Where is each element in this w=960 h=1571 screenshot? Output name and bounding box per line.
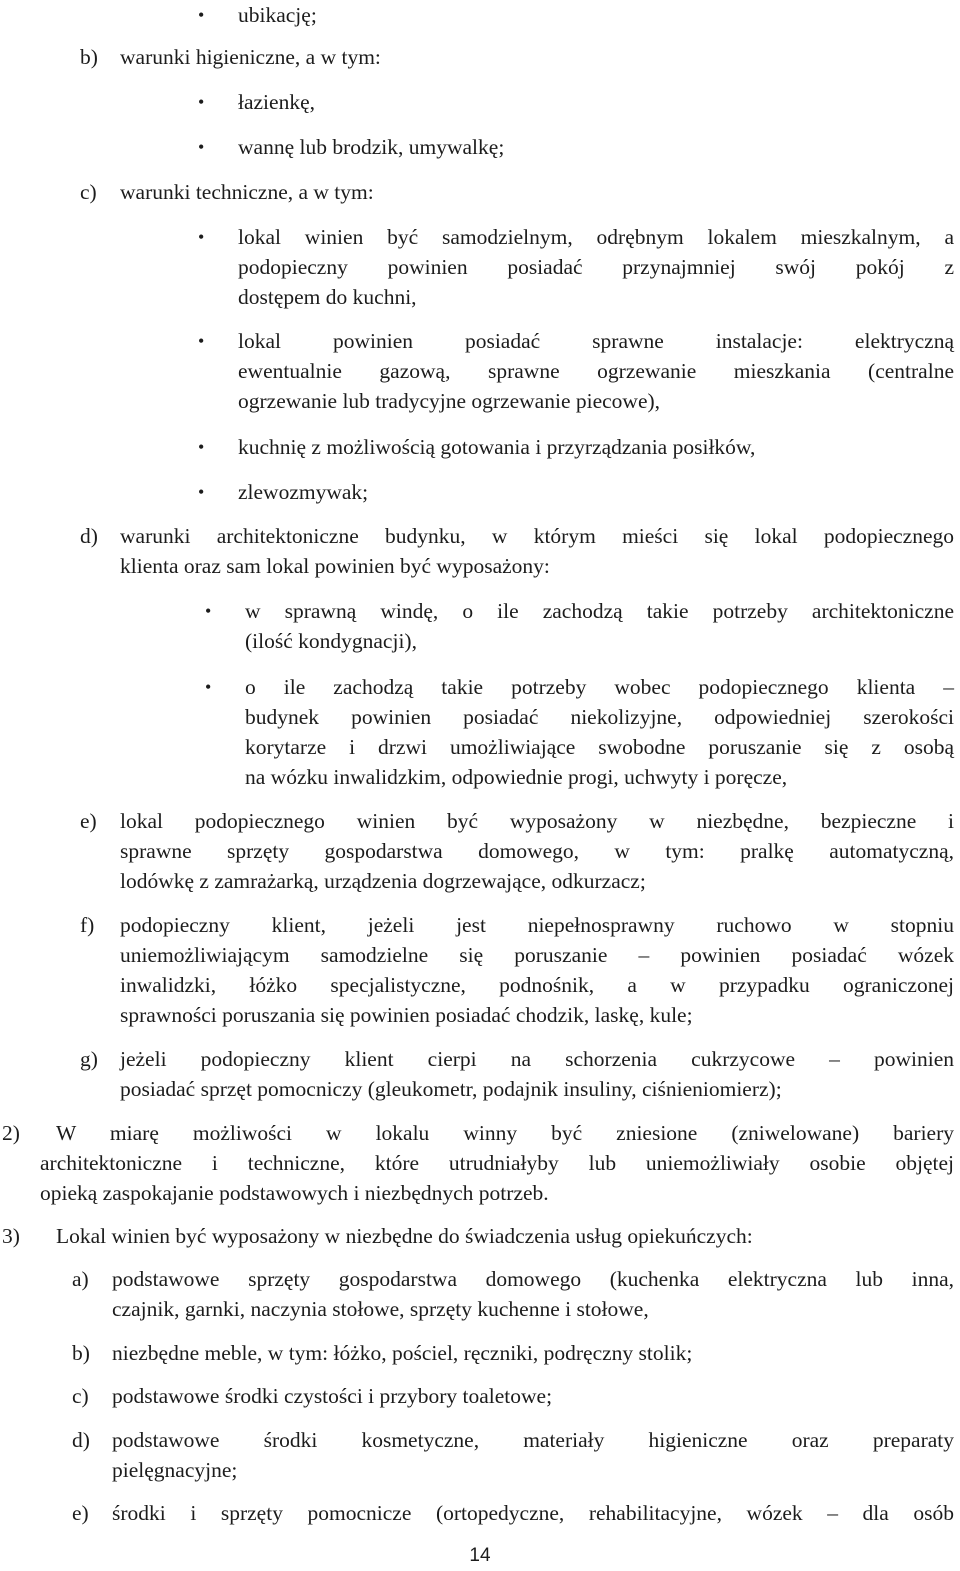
list-item: ubikację; bbox=[238, 3, 317, 27]
list-label: c) bbox=[72, 1384, 89, 1408]
text-line: korytarze i drzwi umożliwiające swobodne poruszanie się z osobą bbox=[245, 735, 954, 759]
text-line: lodówkę z zamrażarką, urządzenia dogrzewające, odkurzacz; bbox=[120, 869, 646, 893]
list-item: łazienkę, bbox=[238, 90, 315, 114]
text-line: podopieczny powinien posiadać przynajmniej swój pokój z bbox=[238, 255, 954, 279]
text-line: warunki architektoniczne budynku, w którym mieści się lokal podopiecznego bbox=[120, 524, 954, 548]
text-line: lokal winien być samodzielnym, odrębnym lokalem mieszkalnym, a bbox=[238, 225, 954, 249]
text-line: sprawności poruszania się powinien posiadać chodzik, laskę, kule; bbox=[120, 1003, 693, 1027]
list-label: a) bbox=[72, 1267, 89, 1291]
text-line: W miarę możliwości w lokalu winny być zniesione (zniwelowane) bariery bbox=[56, 1121, 954, 1145]
text-line: kuchnię z możliwością gotowania i przyrządzania posiłków, bbox=[238, 435, 756, 459]
list-label: e) bbox=[72, 1501, 89, 1525]
list-label: 3) bbox=[2, 1224, 20, 1248]
text-line: ewentualnie gazową, sprawne ogrzewanie mieszkania (centralne bbox=[238, 359, 954, 383]
bullet-icon: • bbox=[198, 5, 205, 25]
list-item: warunki higieniczne, a w tym: bbox=[120, 45, 381, 69]
text-line: lokal podopiecznego winien być wyposażony w niezbędne, bezpieczne i bbox=[120, 809, 954, 833]
text-line: podstawowe sprzęty gospodarstwa domowego (kuchenka elektryczna lub inna, bbox=[112, 1267, 954, 1291]
list-label: b) bbox=[80, 45, 98, 69]
bullet-icon: • bbox=[198, 227, 205, 247]
bullet-icon: • bbox=[198, 482, 205, 502]
text-line: opieką zaspokajanie podstawowych i niezbędnych potrzeb. bbox=[40, 1181, 549, 1205]
list-label: b) bbox=[72, 1341, 90, 1365]
list-label: 2) bbox=[2, 1121, 20, 1145]
text-line: Lokal winien być wyposażony w niezbędne do świadczenia usług opiekuńczych: bbox=[56, 1224, 753, 1248]
text-line: podstawowe środki kosmetyczne, materiały higieniczne oraz preparaty bbox=[112, 1428, 954, 1452]
text-line: niezbędne meble, w tym: łóżko, pościel, ręczniki, podręczny stolik; bbox=[112, 1341, 693, 1365]
text-line: posiadać sprzęt pomocniczy (gleukometr, podajnik insuliny, ciśnieniomierz); bbox=[120, 1077, 782, 1101]
bullet-icon: • bbox=[198, 92, 205, 112]
text-line: środki i sprzęty pomocnicze (ortopedyczne, rehabilitacyjne, wózek – dla osób bbox=[112, 1501, 954, 1525]
list-label: e) bbox=[80, 809, 97, 833]
list-label: c) bbox=[80, 180, 97, 204]
text-line: zlewozmywak; bbox=[238, 480, 369, 504]
text-line: sprawne sprzęty gospodarstwa domowego, w tym: pralkę automatyczną, bbox=[120, 839, 954, 863]
list-label: f) bbox=[80, 913, 95, 937]
text-line: architektoniczne i techniczne, które utrudniałyby lub uniemożliwiały osobie objętej bbox=[40, 1151, 954, 1175]
bullet-icon: • bbox=[198, 331, 205, 351]
text-line: o ile zachodzą takie potrzeby wobec podopiecznego klienta – bbox=[245, 675, 954, 699]
bullet-icon: • bbox=[198, 137, 205, 157]
text-line: budynek powinien posiadać niekolizyjne, odpowiedniej szerokości bbox=[245, 705, 954, 729]
text-line: jeżeli podopieczny klient cierpi na schorzenia cukrzycowe – powinien bbox=[120, 1047, 954, 1071]
text-line: inwalidzki, łóżko specjalistyczne, podnośnik, a w przypadku ograniczonej bbox=[120, 973, 954, 997]
text-line: lokal powinien posiadać sprawne instalacje: elektryczną bbox=[238, 329, 954, 353]
text-line: w sprawną windę, o ile zachodzą takie potrzeby architektoniczne bbox=[245, 599, 954, 623]
text-line: na wózku inwalidzkim, odpowiednie progi, uchwyty i poręcze, bbox=[245, 765, 788, 789]
text-line: czajnik, garnki, naczynia stołowe, sprzęty kuchenne i stołowe, bbox=[112, 1297, 649, 1321]
text-line: podstawowe środki czystości i przybory toaletowe; bbox=[112, 1384, 553, 1408]
text-line: podopieczny klient, jeżeli jest niepełnosprawny ruchowo w stopniu bbox=[120, 913, 954, 937]
text-line: (ilość kondygnacji), bbox=[245, 629, 417, 653]
text-line: dostępem do kuchni, bbox=[238, 285, 417, 309]
text-line: ogrzewanie lub tradycyjne ogrzewanie piecowe), bbox=[238, 389, 661, 413]
list-label: d) bbox=[72, 1428, 90, 1452]
text-line: pielęgnacyjne; bbox=[112, 1458, 238, 1482]
list-item: warunki techniczne, a w tym: bbox=[120, 180, 374, 204]
list-item: wannę lub brodzik, umywalkę; bbox=[238, 135, 505, 159]
text-line: uniemożliwiającym samodzielne się poruszanie – powinien posiadać wózek bbox=[120, 943, 954, 967]
bullet-icon: • bbox=[205, 677, 212, 697]
bullet-icon: • bbox=[198, 437, 205, 457]
page-number: 14 bbox=[469, 1545, 491, 1566]
list-label: d) bbox=[80, 524, 98, 548]
bullet-icon: • bbox=[205, 601, 212, 621]
text-line: klienta oraz sam lokal powinien być wyposażony: bbox=[120, 554, 550, 578]
list-label: g) bbox=[80, 1047, 98, 1071]
